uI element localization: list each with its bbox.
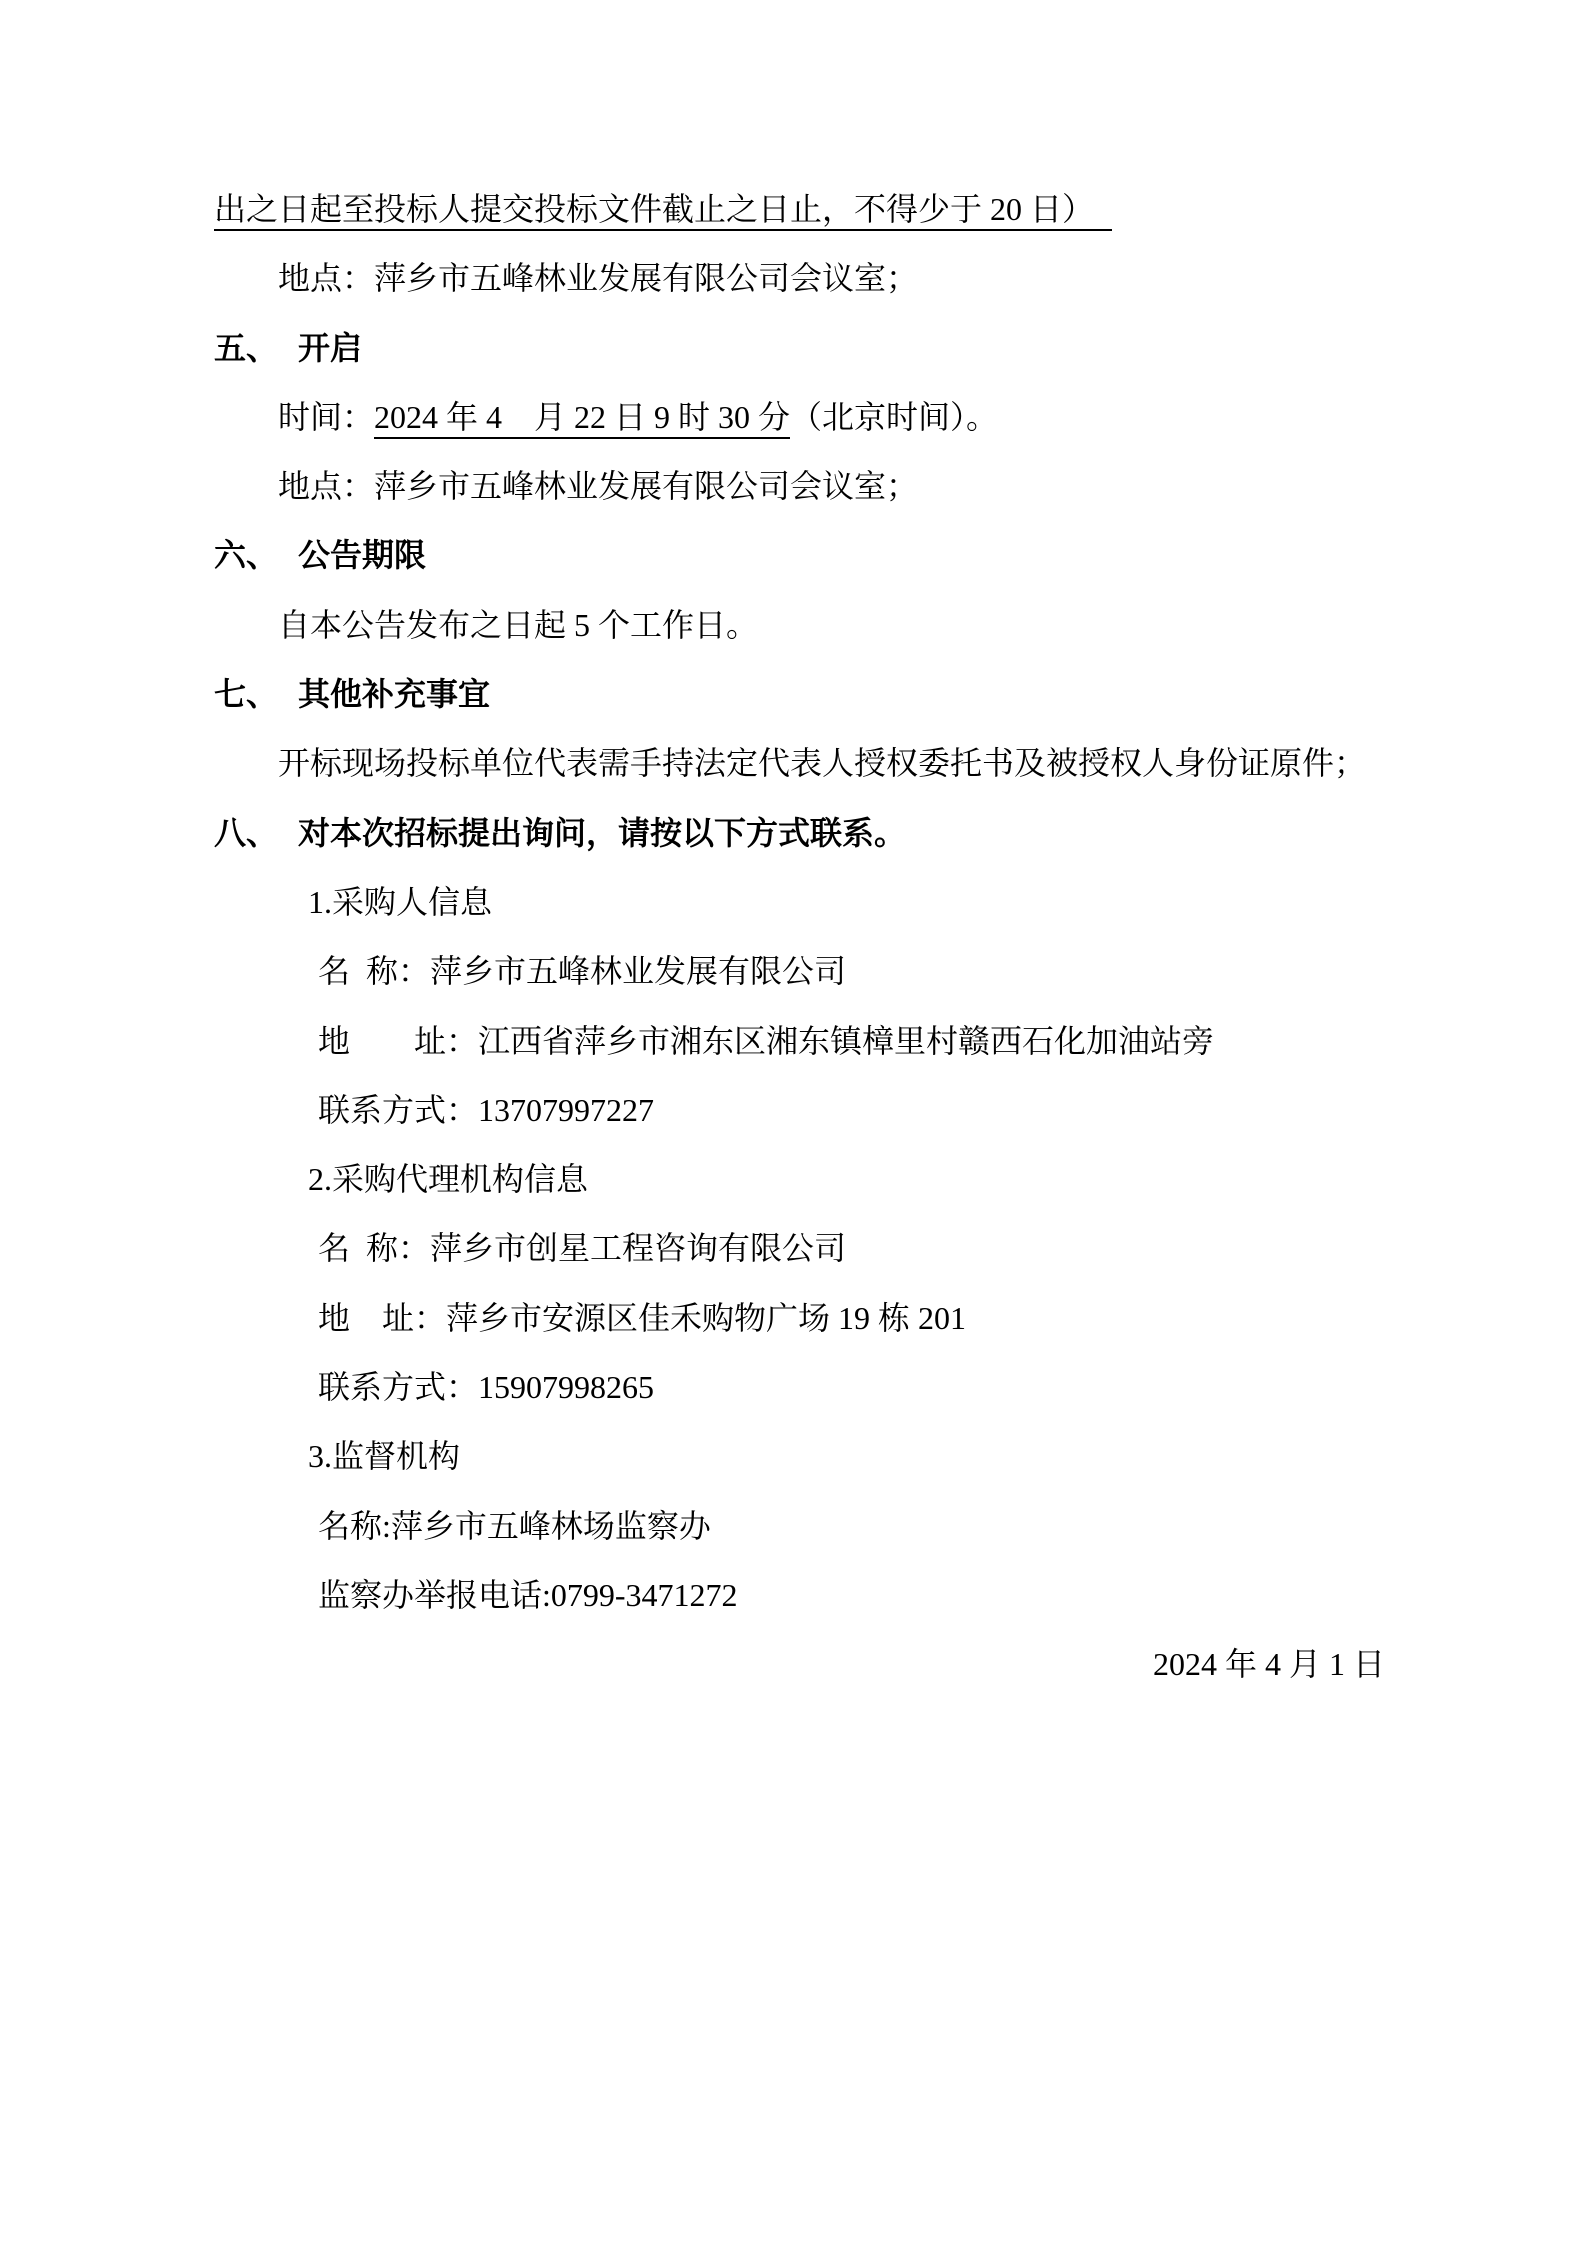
supervisor-number-line: 3.监督机构 [308, 1438, 461, 1475]
deadline-continuation-line [214, 175, 1587, 244]
buyer-info-number-line: 1.采购人信息 [308, 883, 493, 920]
deadline-continuation-text: 出之日起至投标人提交投标文件截止之日止，不得少于 20 日） [214, 191, 1112, 231]
opening-location-line: 地点：萍乡市五峰林业发展有限公司会议室； [278, 468, 919, 505]
announcement-period-line: 自本公告发布之日起 5 个工作日。 [278, 606, 759, 643]
section-6-heading [214, 521, 1587, 590]
document-date: 2024 年 4 月 1 日 [1152, 1646, 1385, 1683]
opening-time-label: 时间： [278, 398, 375, 435]
section-8-title: 对本次招标提出询问，请按以下方式联系。 [298, 814, 907, 851]
buyer-name-line: 名 称：萍乡市五峰林业发展有限公司 [318, 953, 847, 990]
section-5-heading [214, 314, 1587, 383]
agency-info-number-line: 2.采购代理机构信息 [308, 1161, 589, 1198]
section-5-number: 五、 [214, 329, 279, 366]
section-6-number: 六、 [214, 537, 279, 574]
section-7-number: 七、 [214, 676, 279, 713]
agency-contact-line: 联系方式：15907998265 [318, 1369, 655, 1406]
opening-time-suffix: （北京时间）。 [790, 398, 999, 435]
agency-address-line: 地 址：萍乡市安源区佳禾购物广场 19 栋 201 [318, 1299, 967, 1336]
section-8-number: 八、 [214, 814, 279, 851]
supervisor-name-line: 名称:萍乡市五峰林场监察办 [318, 1507, 711, 1544]
opening-time-line [278, 383, 1587, 452]
section-7-heading [214, 660, 1587, 729]
opening-time-value: 2024 年 4 月 22 日 9 时 30 分 [374, 399, 790, 439]
buyer-contact-line: 联系方式：13707997227 [318, 1091, 655, 1128]
supplementary-note-line: 开标现场投标单位代表需手持法定代表人授权委托书及被授权人身份证原件； [278, 745, 1367, 782]
supervisor-phone-line: 监察办举报电话:0799-3471272 [318, 1576, 738, 1613]
section-6-title: 公告期限 [298, 537, 427, 574]
agency-name-line: 名 称：萍乡市创星工程咨询有限公司 [318, 1230, 847, 1267]
submission-location-line: 地点：萍乡市五峰林业发展有限公司会议室； [278, 260, 919, 297]
section-5-title: 开启 [298, 329, 363, 366]
section-8-heading [214, 799, 1587, 868]
buyer-address-line: 地 址：江西省萍乡市湘东区湘东镇樟里村赣西石化加油站旁 [318, 1022, 1215, 1059]
section-7-title: 其他补充事宜 [298, 676, 491, 713]
